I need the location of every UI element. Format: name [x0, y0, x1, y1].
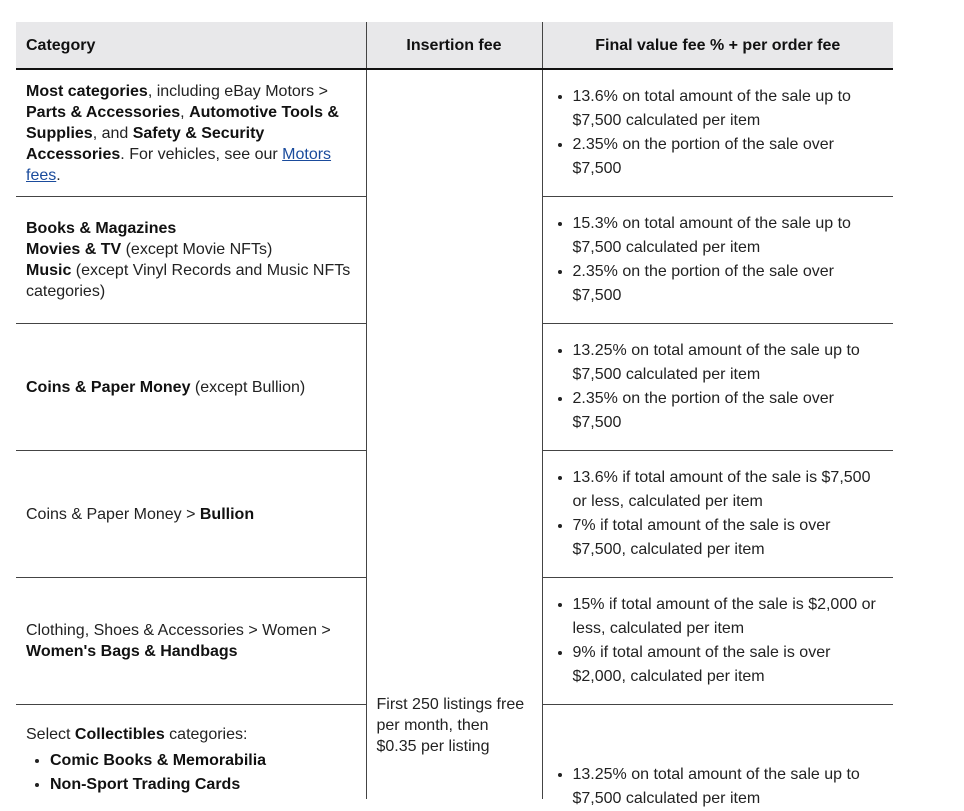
category-text: Coins & Paper Money >: [26, 505, 200, 523]
header-row: [16, 22, 893, 69]
fee-item: • 13.25% on total amount of the sale up to $7,500 calculated per item: [573, 763, 884, 811]
fee-item: • 2.35% on the portion of the sale over $7,500: [573, 133, 884, 181]
category-text: .: [56, 166, 61, 184]
category-text: categories:: [164, 726, 248, 743]
final-value-fee-cell: [542, 69, 893, 197]
list-item: [50, 773, 356, 797]
fee-list: [553, 763, 884, 811]
category-text: Clothing, Shoes & Accessories > Women >: [26, 622, 331, 639]
fee-item: • 2.35% on the portion of the sale over $7,500: [573, 260, 884, 308]
category-bold: Comic Books & Memorabilia: [50, 752, 267, 769]
final-value-fee-cell: [542, 197, 893, 324]
fee-item: • 13.6% on total amount of the sale up to $7,500 calculated per item: [573, 85, 884, 133]
category-text: . For vehicles, see our: [120, 145, 283, 163]
category-cell: [16, 197, 366, 324]
category-line: [26, 218, 356, 239]
fee-table: [16, 22, 893, 807]
fee-item: • 15% if total amount of the sale is $2,000 or less, calculated per item: [573, 593, 884, 641]
fee-list: [553, 593, 884, 689]
final-value-fee-cell: [542, 578, 893, 705]
category-bold: Non-Sport Trading Cards: [50, 776, 241, 793]
category-bold: Collectibles: [74, 726, 165, 743]
category-bold: Bullion: [199, 505, 255, 523]
category-line: [26, 724, 356, 745]
category-bold: Most categories: [26, 82, 148, 100]
category-cell: [16, 451, 366, 578]
fee-list: [553, 212, 884, 308]
category-text: , including eBay Motors >: [147, 82, 328, 100]
category-text: , and: [92, 124, 133, 142]
fee-list: [553, 466, 884, 562]
collectibles-list: [26, 749, 356, 797]
category-cell: [16, 578, 366, 705]
fee-list: [553, 85, 884, 181]
insertion-fee-cell: [366, 69, 542, 799]
final-value-fee-cell: [542, 705, 893, 807]
category-text: (except Bullion): [190, 378, 306, 396]
category-bold: Safety & Security Accessories: [26, 124, 265, 163]
header-final-value-fee: Final value fee % + per order fee: [542, 22, 893, 69]
insertion-fee-text: First 250 listings free per month, then $0.35 per listing: [376, 696, 525, 755]
fee-item: • 13.6% if total amount of the sale is $7,500 or less, calculated per item: [573, 466, 884, 514]
table-row: [16, 69, 893, 197]
final-value-fee-cell: [542, 324, 893, 451]
category-bold: Coins & Paper Money: [26, 378, 191, 396]
category-cell: [16, 705, 366, 800]
category-text: (except Vinyl Records and Music NFTs categories): [26, 262, 351, 300]
fee-item: • 9% if total amount of the sale is over $2,000, calculated per item: [573, 641, 884, 689]
category-bold: Women's Bags & Handbags: [26, 643, 238, 660]
category-line: [26, 239, 356, 260]
category-bold: Automotive Tools & Supplies: [26, 103, 339, 142]
fee-item: • 2.35% on the portion of the sale over $7,500: [573, 387, 884, 435]
fee-list: [553, 339, 884, 435]
category-bold: Movies & TV: [26, 241, 122, 258]
fee-item: • 15.3% on total amount of the sale up to $7,500 calculated per item: [573, 212, 884, 260]
category-text: (except Movie NFTs): [121, 241, 273, 258]
category-line: [26, 260, 356, 302]
category-bold: Books & Magazines: [26, 220, 177, 237]
header-insertion-fee: Insertion fee: [366, 22, 542, 69]
fee-item: • 13.25% on total amount of the sale up to $7,500 calculated per item: [573, 339, 884, 387]
category-text: ,: [180, 103, 190, 121]
category-text: Select: [26, 726, 75, 743]
fee-item: • 7% if total amount of the sale is over $7,500, calculated per item: [573, 514, 884, 562]
category-bold: Music: [26, 262, 72, 279]
category-cell: [16, 69, 366, 197]
motors-fees-link[interactable]: Motors fees: [26, 145, 332, 184]
header-category: Category: [16, 22, 366, 69]
final-value-fee-cell: [542, 451, 893, 578]
category-cell: [16, 324, 366, 451]
list-item: [50, 749, 356, 773]
category-bold: Parts & Accessories: [26, 103, 181, 121]
